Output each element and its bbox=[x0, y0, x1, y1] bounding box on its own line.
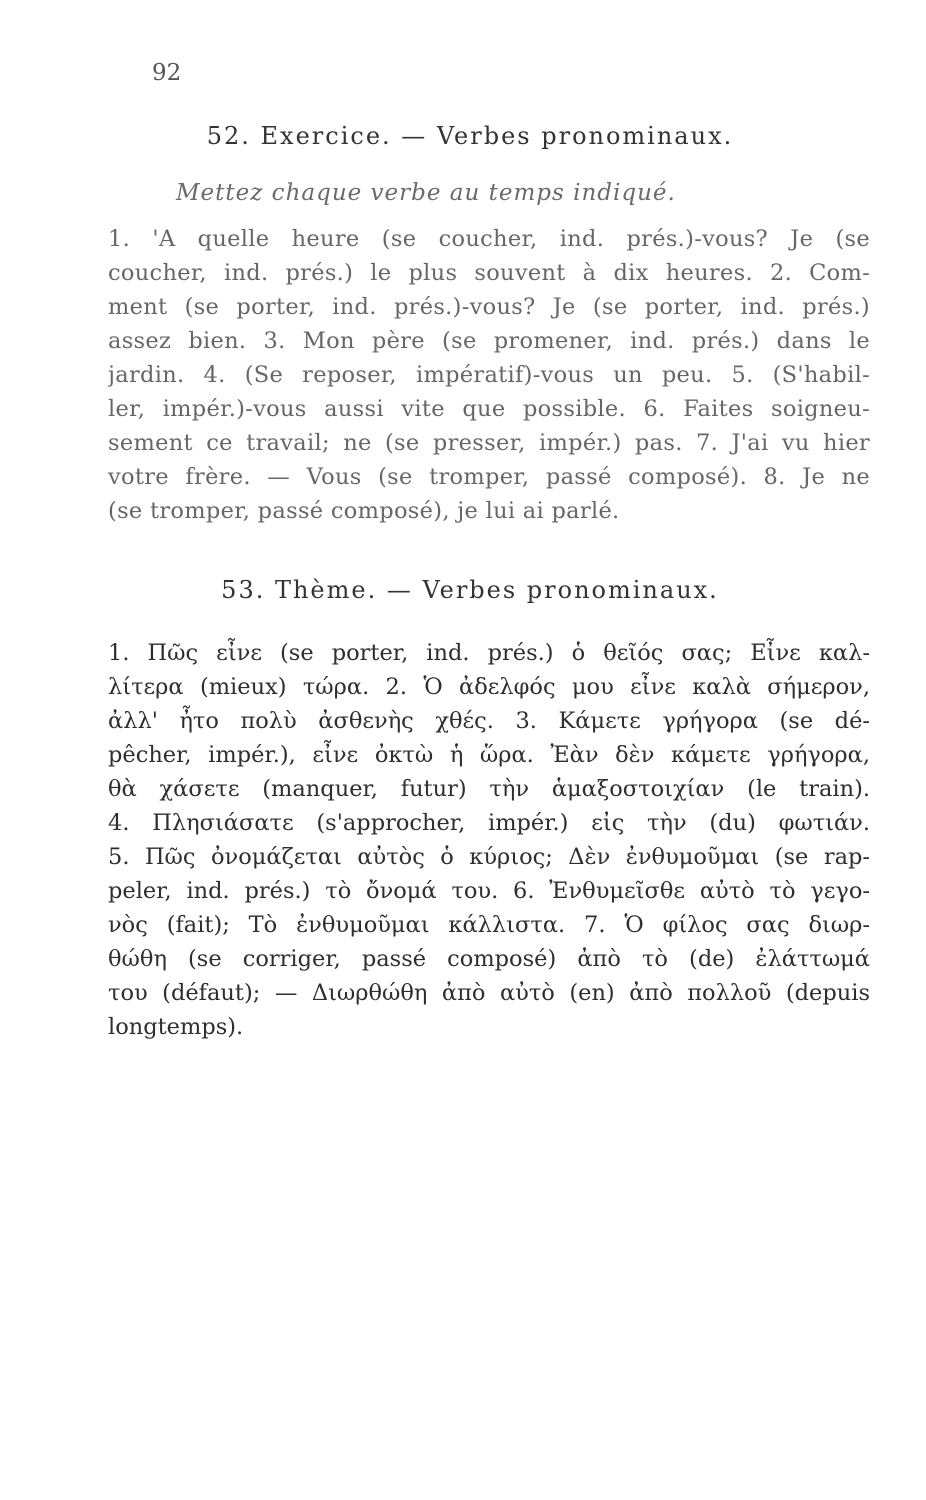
text-line: ment (se porter, ind. prés.)-vous? Je (se porter, ind. prés.) bbox=[108, 294, 870, 320]
exercise-52-instruction: Mettez chaque verbe au temps indiqué. bbox=[176, 180, 676, 206]
text-line: 1. Πῶς εἶνε (se porter, ind. prés.) ὁ θεῖός σας; Εἶνε καλ- bbox=[108, 640, 870, 666]
text-line: του (défaut); — Διωρθώθη ἀπὸ αὐτὸ (en) ἀπὸ πολλοῦ (depuis bbox=[108, 980, 870, 1006]
text-line: 1. 'A quelle heure (se coucher, ind. prés.)-vous? Je (se bbox=[108, 226, 870, 252]
text-line: coucher, ind. prés.) le plus souvent à dix heures. 2. Com- bbox=[108, 260, 870, 286]
exercise-52-text bbox=[108, 222, 870, 528]
text-line: assez bien. 3. Mon père (se promener, ind. prés.) dans le bbox=[108, 328, 870, 354]
text-line: 4. Πλησιάσατε (s'approcher, impér.) εἰς τὴν (du) φωτιάν. bbox=[108, 810, 870, 836]
text-line: ler, impér.)-vous aussi vite que possible. 6. Faites soigneu- bbox=[108, 396, 870, 422]
exercise-53-text bbox=[108, 636, 870, 1044]
text-line: ἀλλ' ἦτο πολὺ ἀσθενὴς χθές. 3. Κάμετε γρήγορα (se dé- bbox=[108, 708, 870, 734]
text-line: sement ce travail; ne (se presser, impér.) pas. 7. J'ai vu hier bbox=[108, 430, 870, 456]
text-line: peler, ind. prés.) τὸ ὄνομά του. 6. Ἐνθυμεῖσθε αὐτὸ τὸ γεγο- bbox=[108, 878, 870, 904]
text-line: jardin. 4. (Se reposer, impératif)-vous un peu. 5. (S'habil- bbox=[108, 362, 870, 388]
text-line: longtemps). bbox=[108, 1014, 244, 1040]
text-line: votre frère. — Vous (se tromper, passé composé). 8. Je ne bbox=[108, 464, 870, 490]
text-line: 5. Πῶς ὀνομάζεται αὐτὸς ὁ κύριος; Δὲν ἐνθυμοῦμαι (se rap- bbox=[108, 844, 870, 870]
exercise-53-heading: 53. Thème. — Verbes pronominaux. bbox=[221, 576, 719, 604]
text-line: νὸς (fait); Τὸ ἐνθυμοῦμαι κάλλιστα. 7. Ὁ φίλος σας διωρ- bbox=[108, 912, 870, 938]
text-line: pêcher, impér.), εἶνε ὀκτὼ ἡ ὥρα. Ἐὰν δὲν κάμετε γρήγορα, bbox=[108, 742, 870, 768]
text-line: θὰ χάσετε (manquer, futur) τὴν ἁμαξοστοιχίαν (le train). bbox=[108, 776, 870, 802]
page-number: 92 bbox=[152, 60, 182, 86]
text-line: θώθη (se corriger, passé composé) ἀπὸ τὸ (de) ἐλάττωμά bbox=[108, 946, 870, 972]
text-line: λίτερα (mieux) τώρα. 2. Ὁ ἀδελφός μου εἶνε καλὰ σήμερον, bbox=[108, 674, 870, 700]
exercise-52-heading: 52. Exercice. — Verbes pronominaux. bbox=[206, 122, 734, 150]
text-line: (se tromper, passé composé), je lui ai parlé. bbox=[108, 498, 620, 524]
